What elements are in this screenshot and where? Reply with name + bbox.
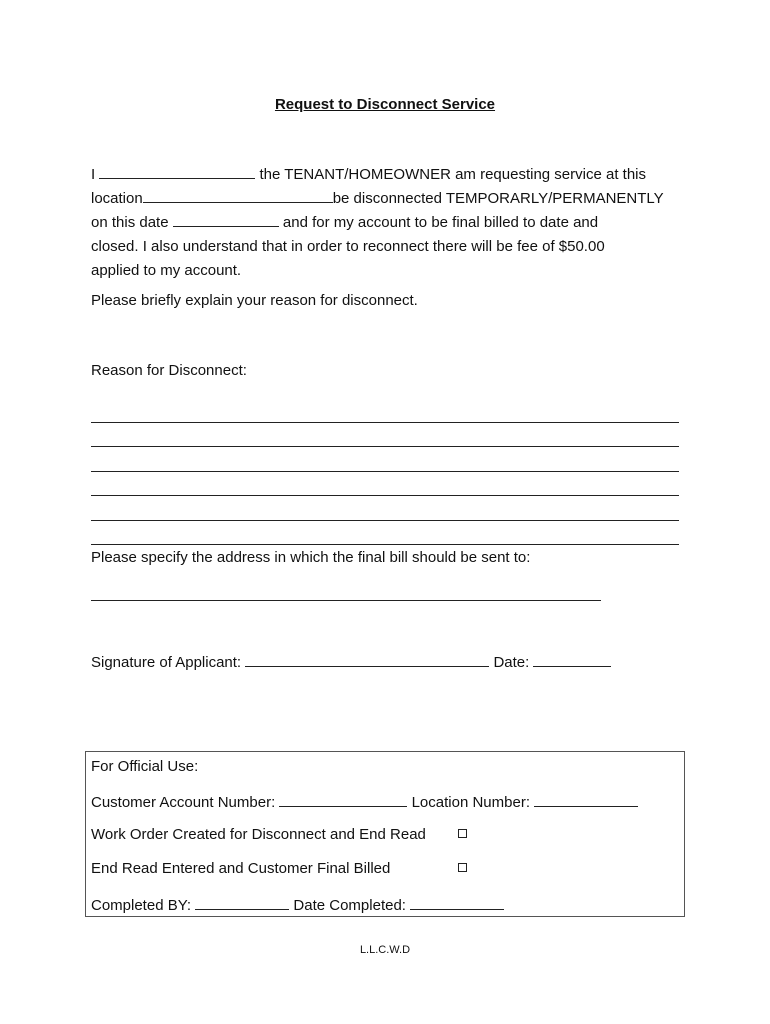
- signature-row: [91, 652, 611, 671]
- work-order-label: Work Order Created for Disconnect and End Read: [91, 826, 426, 843]
- reason-line[interactable]: [91, 423, 679, 448]
- completed-by-blank[interactable]: [195, 895, 289, 910]
- footer-text: L.L.C.W.D: [359, 944, 411, 956]
- paragraph-line-2: location be disconnected TEMPORARLY/PERMANENTLY: [91, 190, 664, 207]
- signature-date-blank[interactable]: [533, 652, 611, 667]
- signature-blank[interactable]: [245, 652, 489, 667]
- paragraph-line-4: closed. I also understand that in order to reconnect there will be fee of $50.00: [91, 238, 605, 255]
- completed-row: [91, 895, 504, 914]
- request-paragraph: [91, 163, 691, 283]
- work-order-checkbox[interactable]: [458, 829, 467, 838]
- paragraph-line-1: I the TENANT/HOMEOWNER am requesting service at this: [91, 166, 647, 183]
- account-row: [91, 792, 638, 811]
- location-label: Location Number:: [411, 794, 530, 811]
- end-read-label: End Read Entered and Customer Final Billed: [91, 860, 391, 877]
- date-blank[interactable]: [173, 212, 279, 227]
- official-heading: For Official Use:: [91, 758, 199, 775]
- explain-prompt: Please briefly explain your reason for disconnect.: [91, 292, 418, 309]
- date-completed-blank[interactable]: [410, 895, 504, 910]
- name-blank[interactable]: [99, 164, 255, 179]
- paragraph-line-5: applied to my account.: [91, 262, 242, 279]
- reason-lines: [91, 398, 679, 545]
- signature-label: Signature of Applicant:: [91, 654, 242, 671]
- reason-line[interactable]: [91, 521, 679, 546]
- official-use-box: [85, 751, 685, 917]
- account-label: Customer Account Number:: [91, 794, 276, 811]
- location-number-blank[interactable]: [534, 792, 638, 807]
- reason-line[interactable]: [91, 447, 679, 472]
- address-line[interactable]: [91, 600, 601, 601]
- reason-label: Reason for Disconnect:: [91, 362, 247, 379]
- date-completed-label: Date Completed:: [293, 897, 406, 914]
- reason-line[interactable]: [91, 472, 679, 497]
- location-blank[interactable]: [143, 188, 333, 203]
- account-number-blank[interactable]: [279, 792, 407, 807]
- completed-by-label: Completed BY:: [91, 897, 192, 914]
- paragraph-line-3: on this date and for my account to be final billed to date and: [91, 214, 599, 231]
- end-read-checkbox[interactable]: [458, 863, 467, 872]
- address-prompt: Please specify the address in which the final bill should be sent to:: [91, 549, 531, 566]
- reason-line[interactable]: [91, 398, 679, 423]
- date-label: Date:: [493, 654, 530, 671]
- reason-line[interactable]: [91, 496, 679, 521]
- form-title: Request to Disconnect Service: [274, 96, 496, 113]
